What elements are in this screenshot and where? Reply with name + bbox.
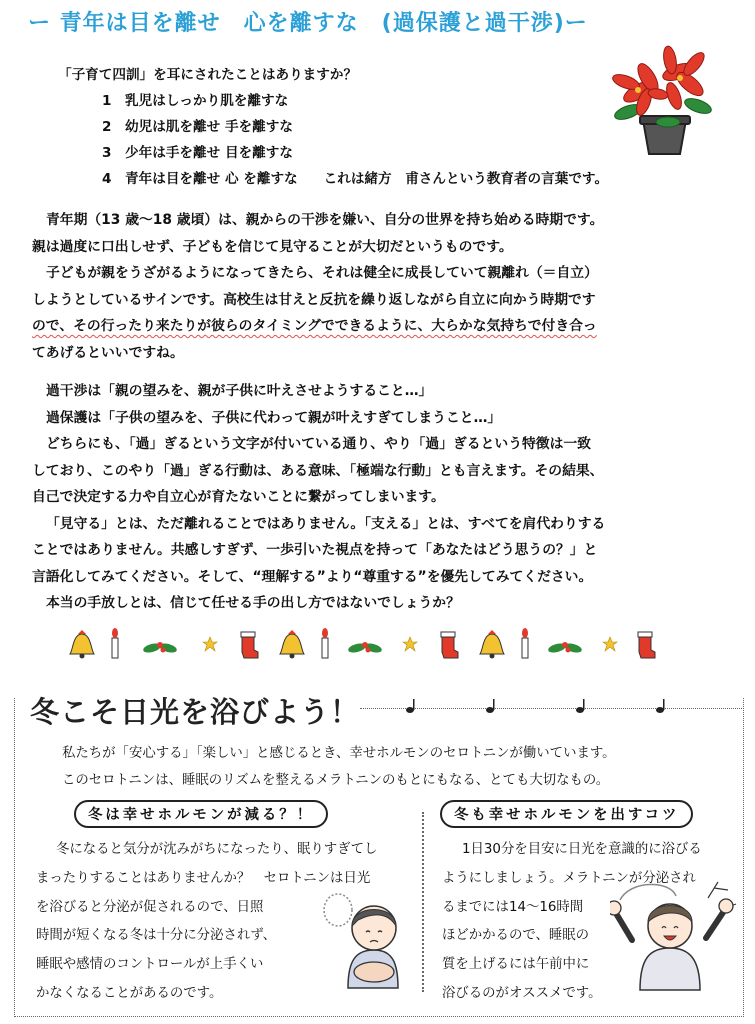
lesson-item-text: 4 青年は目を離せ 心 を離すな [102,171,298,187]
holly-icon [142,642,177,654]
happy-child-illustration [610,880,738,992]
paragraph-line: を浴びると分泌が促されるので、日照 [36,899,264,915]
paragraph-line: 青年期（13 歳～18 歳頃）は、親からの干渉を嫌い、自分の世界を持ち始める時期です。 [46,212,604,228]
paragraph-line [32,313,722,340]
source-note: これは緒方 甫さんという教育者の言葉です。 [323,171,609,187]
left-heading-badge: 冬は幸せホルモンが減る？！ [74,800,328,828]
paragraph-line: 親は過度に口出しせず、子どもを信じて見守ることが大切だというものです。 [32,238,513,255]
poinsettia-icon [598,42,718,162]
paragraph-line: 子どもが親をうざがるようになってきたら、それは健全に成長していて親離れ（＝自立） [46,265,598,281]
stocking-icon [441,632,458,658]
holly-icon [347,642,382,654]
christmas-border [60,624,660,664]
paragraph-line: しており、このやり「過」ぎる行動は、ある意味、「極端な行動」とも言えます。その結果、 [32,462,604,479]
lesson-item: 3 少年は手を離せ 目を離すな [102,145,293,161]
paragraph-line: しようとしているサインです。高校生は甘えと反抗を繰り返しながら自立に向かう時期です [32,291,596,308]
bell-icon [280,630,304,659]
paragraph-line: 自己で決定する力や自立心が育たないことに繋がってしまいます。 [32,489,445,505]
lesson-item: 2 幼児は肌を離せ 手を離すな [102,119,293,135]
paragraph-line: ほどかかるので、睡眠の [442,928,590,944]
section-overprotection [32,378,722,617]
column-divider [422,812,424,992]
paragraph-line: 私たちが「安心する」「楽しい」と感じるとき、幸せホルモンのセロトニンが働いています。 [62,746,616,761]
paragraph-line: ようにしましょう。メラトニンが分泌され [442,870,696,886]
paragraph-line: まったりすることはありませんか？ セロトニンは日光 [36,870,371,886]
spellcheck-underline-text: ので、その行ったり来たりが彼らのタイミングでできるように、大らかな気持ちで付き合っ [32,318,597,334]
paragraph-line: 過保護は「子供の望みを、子供に代わって親が叶えすぎてしまうこと…」 [46,409,502,426]
paragraph-line: 1日30分を目安に日光を意識的に浴びる [462,842,702,857]
winter-intro [62,740,616,794]
paragraph-line: 質を上げるには午前中に [442,957,590,973]
paragraph-line: 本当の手放しとは、信じて任せる手の出し方ではないでしょうか？ [46,595,460,611]
lesson-item: 1 乳児はしっかり肌を離すな [102,93,289,109]
candle-icon [322,628,328,658]
sad-girl-illustration [318,880,418,990]
holly-icon [547,642,582,654]
paragraph-line: 「見守る」とは、ただ離れることではありません。「支える」とは、すべてを肩代わりする [46,515,606,532]
intro-question: 「子育て四訓」を耳にされたことはありますか？ [58,67,358,83]
stocking-icon [638,632,655,658]
bell-icon [70,630,94,659]
page-title: ー 青年は目を離せ 心を離すな (過保護と過干渉)ー [28,11,588,36]
paragraph-line: 言語化してみてください。そして、“理解する”より“尊重する”を優先してみてください。 [32,568,593,585]
paragraph-line: 過干渉は「親の望みを、親が子供に叶えさせようすること…」 [46,383,433,399]
star-icon [203,637,217,651]
paragraph-line: 時間が短くなる冬は十分に分泌されず、 [36,928,276,944]
paragraph-line: このセロトニンは、睡眠のリズムを整えるメラトニンのもとにもなる、とても大切なもの。 [62,773,610,788]
paragraph-line: るまでには14～16時間 [442,899,584,915]
paragraph-line: かなくなることがあるのです。 [36,985,223,1001]
four-lessons [58,62,608,192]
star-icon [603,637,617,651]
bell-icon [480,630,504,659]
section-adolescence [32,207,722,366]
candle-icon [112,628,118,658]
star-icon [403,637,417,651]
music-note-icon [390,696,750,720]
right-heading-badge: 冬も幸せホルモンを出すコツ [440,800,693,828]
paragraph-line: どちらにも、「過」ぎるという文字が付いている通り、やり「過」ぎるという特徴は一致 [46,436,591,452]
paragraph-line: ことではありません。共感しすぎず、一歩引いた視点を持って「あなたはどう思うの？」と [32,542,598,558]
paragraph-line: てあげるといいですね。 [32,344,184,361]
stocking-icon [241,632,258,658]
paragraph-line: 浴びるのがオススメです。 [442,985,602,1001]
winter-title: 冬こそ日光を浴びよう！ [30,695,361,729]
candle-icon [522,628,528,658]
paragraph-line: 冬になると気分が沈みがちになったり、眠りすぎてし [56,842,378,857]
paragraph-line: 睡眠や感情のコントロールが上手くい [36,957,264,973]
lesson-item [58,166,608,192]
